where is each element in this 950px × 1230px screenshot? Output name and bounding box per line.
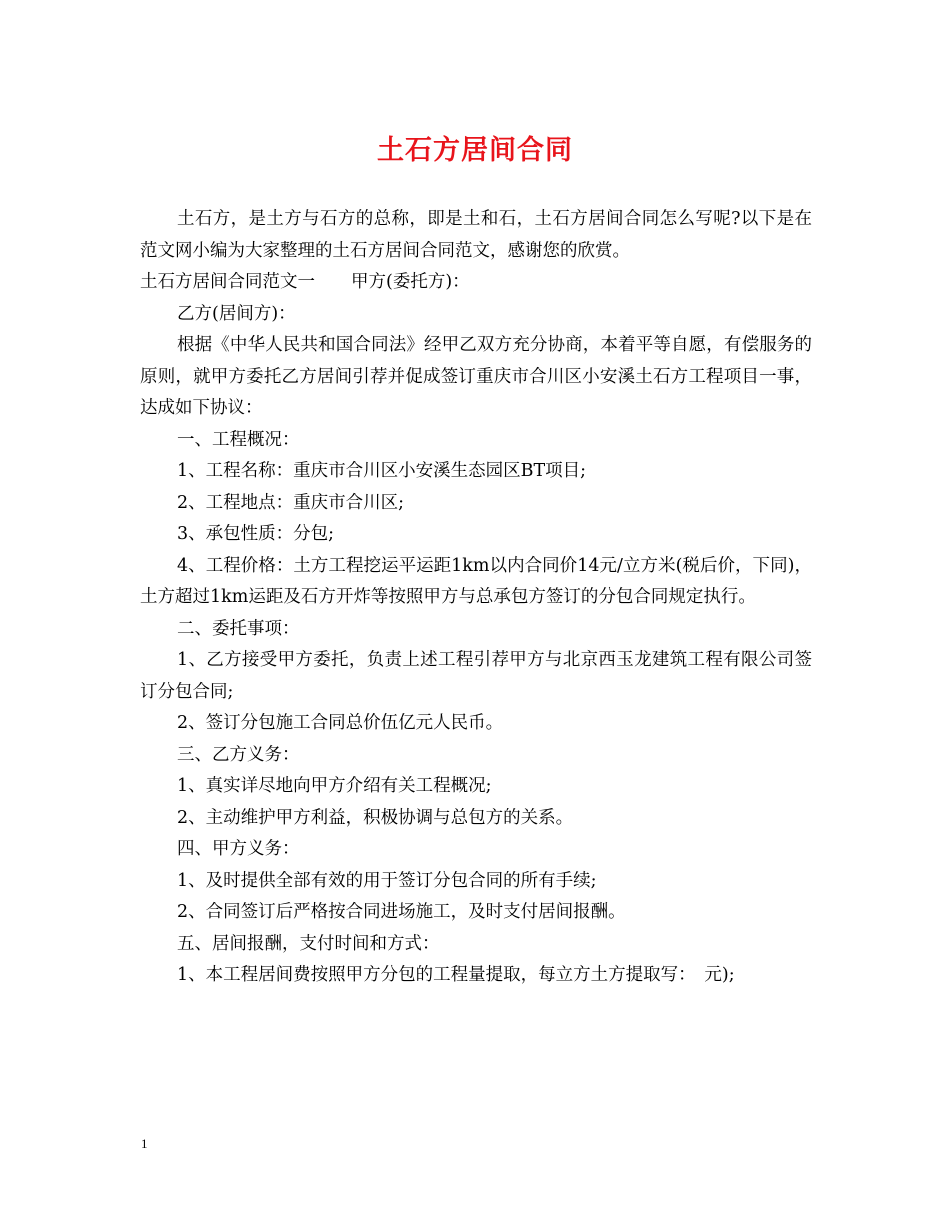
sample-heading: 土石方居间合同范文一 [140,272,315,292]
section-4-title: 四、甲方义务： [177,839,300,859]
section-2-item-1: 1、乙方接受甲方委托，负责上述工程引荐甲方与北京西玉龙建筑工程有限公司签订分包合同; [140,650,812,702]
section-1-title: 一、工程概况： [177,429,300,450]
section-5-item-1: 1、本工程居间费按照甲方分包的工程量提取，每立方土方提取写： 元); [177,965,735,985]
document-title: 土石方居间合同 [377,135,573,166]
section-3-item-2: 2、主动维护甲方利益，积极协调与总包方的关系。 [177,807,574,828]
section-1-item-4: 4、工程价格：土方工程挖运平运距1km以内合同价14元/立方米(税后价，下同)，土方超过1km运距及石方开炸等按照甲方与总承包方签订的分包合同规定执行。 [140,555,812,607]
section-2-title: 二、委托事项： [177,618,300,639]
section-1-item-1: 1、工程名称：重庆市合川区小安溪生态园区BT项目; [177,461,587,481]
section-5-title: 五、居间报酬，支付时间和方式： [177,933,440,954]
section-3-item-1: 1、真实详尽地向甲方介绍有关工程概况; [177,776,492,796]
section-2-item-2: 2、签订分包施工合同总价伍亿元人民币。 [177,713,504,733]
section-1-item-2: 2、工程地点：重庆市合川区; [177,492,405,513]
intro-paragraph: 土石方，是土方与石方的总称，即是土和石，土石方居间合同怎么写呢?以下是在范文网小编为大家整理的土石方居间合同范文，感谢您的欣赏。 [140,209,812,261]
section-3-title: 三、乙方义务： [177,744,300,765]
preamble-paragraph: 根据《中华人民共和国合同法》经甲乙双方充分协商，本着平等自愿，有偿服务的原则，就甲方委托乙方居间引荐并促成签订重庆市合川区小安溪土石方工程项目一事，达成如下协议： [140,335,812,418]
sample-heading-line [140,267,812,299]
page-number: 1 [141,1136,148,1151]
section-4-item-2: 2、合同签订后严格按合同进场施工，及时支付居间报酬。 [177,902,626,922]
document-body [140,204,812,992]
party-a-label: 甲方(委托方)： [351,272,470,292]
section-4-item-1: 1、及时提供全部有效的用于签订分包合同的所有手续; [177,870,597,891]
section-1-item-3: 3、承包性质：分包; [177,524,335,544]
party-b-label: 乙方(居间方)： [177,303,296,324]
